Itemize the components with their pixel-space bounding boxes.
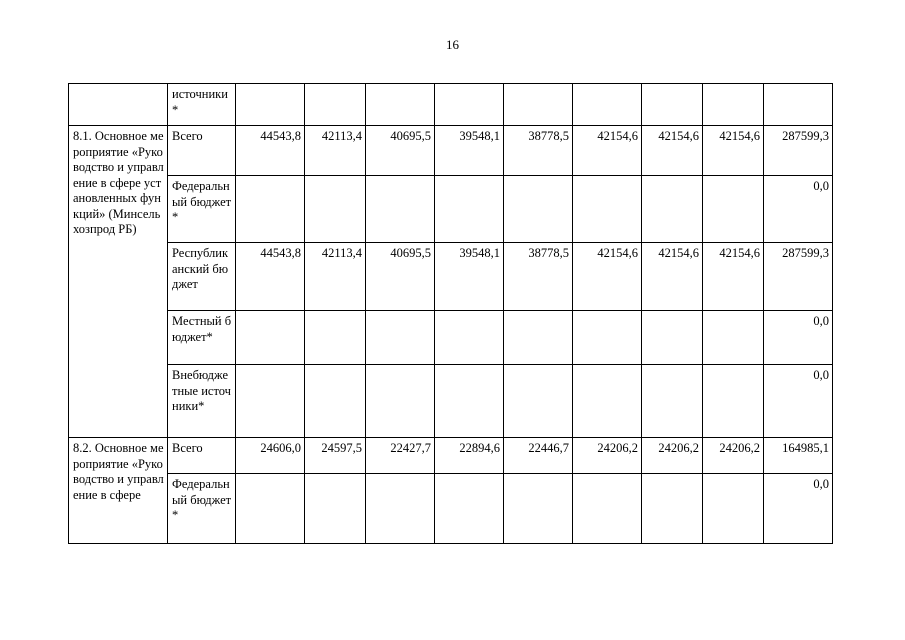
group-label-cell: 8.1. Основное мероприятие «Руководство и управление в сфере установленных функций» (Минсельхозпрод РБ)	[69, 126, 168, 438]
value-cell	[703, 176, 764, 243]
group-label-cell	[69, 84, 168, 126]
value-cell: 38778,5	[504, 126, 573, 176]
value-cell: 40695,5	[366, 126, 435, 176]
value-cell: 44543,8	[236, 126, 305, 176]
value-cell	[305, 84, 366, 126]
value-cell	[642, 176, 703, 243]
value-cell: 42113,4	[305, 126, 366, 176]
value-cell	[504, 365, 573, 438]
source-cell: Местный бюджет*	[168, 311, 236, 365]
value-cell	[305, 365, 366, 438]
value-cell: 44543,8	[236, 243, 305, 311]
source-cell: Всего	[168, 438, 236, 474]
value-cell: 24597,5	[305, 438, 366, 474]
group-label-cell: 8.2. Основное мероприятие «Руководство и управление в сфере	[69, 438, 168, 544]
value-cell	[703, 84, 764, 126]
value-cell	[435, 176, 504, 243]
value-cell: 42154,6	[703, 126, 764, 176]
value-cell	[366, 474, 435, 544]
value-cell: 0,0	[764, 365, 833, 438]
value-cell	[642, 311, 703, 365]
value-cell	[573, 365, 642, 438]
value-cell	[573, 474, 642, 544]
source-cell: Республиканский бюджет	[168, 243, 236, 311]
table-row	[69, 126, 833, 176]
value-cell	[236, 474, 305, 544]
table-row	[69, 311, 833, 365]
page-number: 16	[446, 37, 459, 52]
value-cell	[435, 365, 504, 438]
value-cell: 24206,2	[703, 438, 764, 474]
value-cell	[305, 176, 366, 243]
value-cell: 39548,1	[435, 243, 504, 311]
table-row	[69, 474, 833, 544]
value-cell	[435, 474, 504, 544]
value-cell: 22446,7	[504, 438, 573, 474]
source-cell: Федеральный бюджет *	[168, 474, 236, 544]
value-cell: 40695,5	[366, 243, 435, 311]
value-cell	[642, 474, 703, 544]
source-cell: Внебюджетные источники*	[168, 365, 236, 438]
value-cell	[703, 365, 764, 438]
value-cell	[504, 474, 573, 544]
budget-table	[68, 83, 833, 544]
value-cell	[366, 84, 435, 126]
source-cell: Всего	[168, 126, 236, 176]
value-cell: 0,0	[764, 474, 833, 544]
table-row	[69, 84, 833, 126]
value-cell: 287599,3	[764, 243, 833, 311]
value-cell	[305, 474, 366, 544]
value-cell: 42154,6	[573, 126, 642, 176]
value-cell: 287599,3	[764, 126, 833, 176]
value-cell	[504, 311, 573, 365]
value-cell	[764, 84, 833, 126]
value-cell	[703, 311, 764, 365]
value-cell: 24606,0	[236, 438, 305, 474]
value-cell	[236, 311, 305, 365]
table-row	[69, 243, 833, 311]
value-cell	[236, 176, 305, 243]
value-cell	[305, 311, 366, 365]
value-cell	[504, 84, 573, 126]
source-cell: источники*	[168, 84, 236, 126]
value-cell: 24206,2	[573, 438, 642, 474]
value-cell	[236, 84, 305, 126]
value-cell: 39548,1	[435, 126, 504, 176]
value-cell	[236, 365, 305, 438]
value-cell	[642, 84, 703, 126]
value-cell: 42113,4	[305, 243, 366, 311]
value-cell	[504, 176, 573, 243]
value-cell	[573, 176, 642, 243]
value-cell	[366, 365, 435, 438]
value-cell	[435, 311, 504, 365]
value-cell: 42154,6	[642, 243, 703, 311]
value-cell	[435, 84, 504, 126]
value-cell: 38778,5	[504, 243, 573, 311]
value-cell	[703, 474, 764, 544]
value-cell: 42154,6	[642, 126, 703, 176]
value-cell	[366, 311, 435, 365]
value-cell	[366, 176, 435, 243]
value-cell: 0,0	[764, 311, 833, 365]
value-cell: 42154,6	[703, 243, 764, 311]
table-row	[69, 176, 833, 243]
value-cell: 24206,2	[642, 438, 703, 474]
value-cell	[573, 311, 642, 365]
value-cell: 164985,1	[764, 438, 833, 474]
table-row	[69, 438, 833, 474]
value-cell: 42154,6	[573, 243, 642, 311]
value-cell	[642, 365, 703, 438]
value-cell: 22894,6	[435, 438, 504, 474]
value-cell: 22427,7	[366, 438, 435, 474]
value-cell: 0,0	[764, 176, 833, 243]
source-cell: Федеральный бюджет *	[168, 176, 236, 243]
table-row	[69, 365, 833, 438]
value-cell	[573, 84, 642, 126]
